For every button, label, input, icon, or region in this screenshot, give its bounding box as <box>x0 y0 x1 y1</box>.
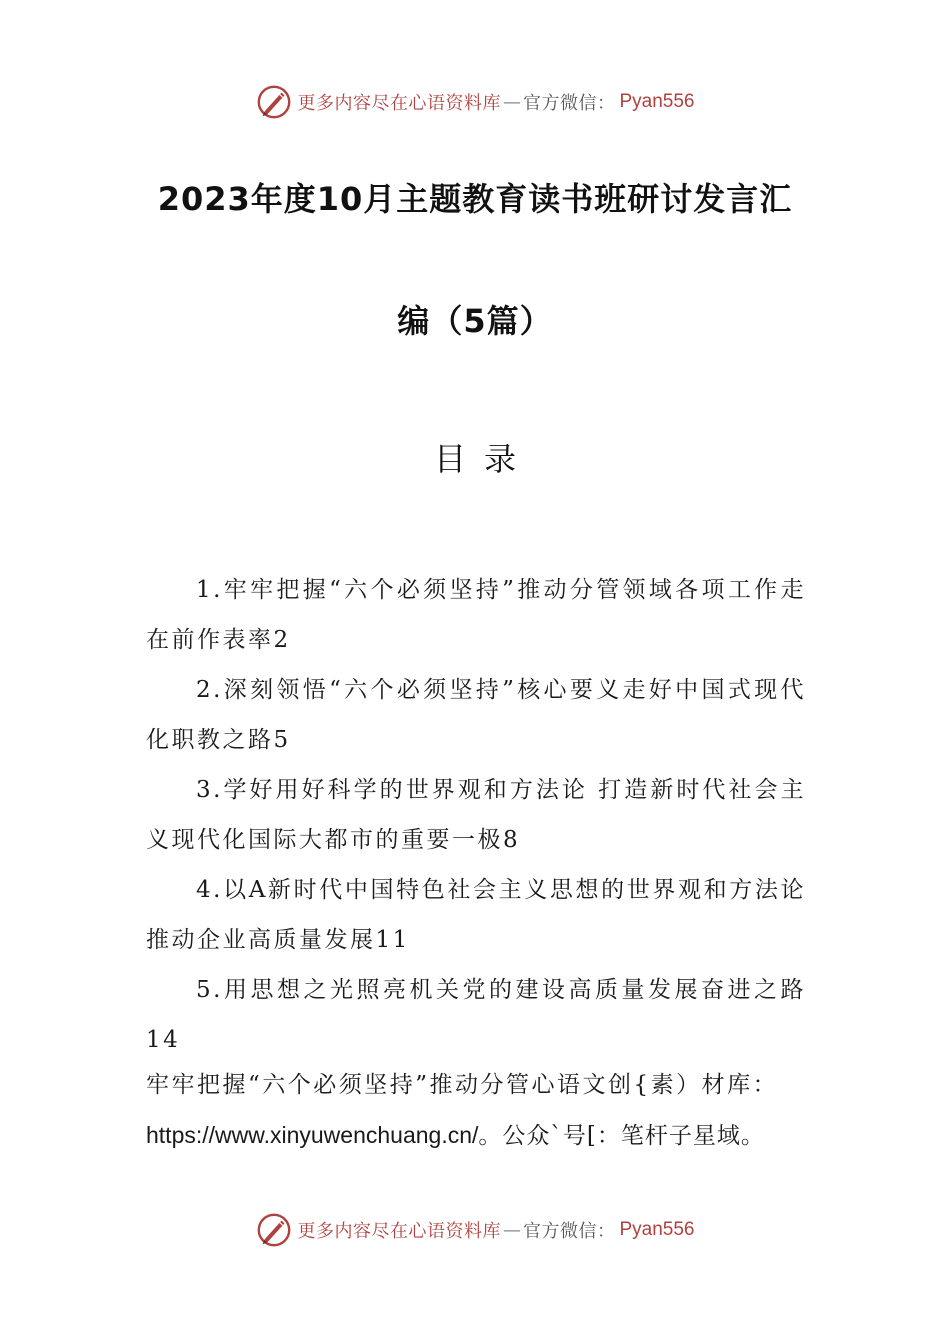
toc-item-5[interactable]: 5.用思想之光照亮机关党的建设高质量发展奋进之路14 <box>146 977 806 1053</box>
toc-item-4[interactable]: 4.以A新时代中国特色社会主义思想的世界观和方法论推动企业高质量发展11 <box>146 877 806 953</box>
banner-content <box>255 83 694 121</box>
promo-text-line1: 牢牢把握“六个必须坚持”推动分管心语文创{素）材库： <box>146 1072 779 1098</box>
toc-heading: 目录 <box>433 440 534 478</box>
banner-slogan: 更多内容尽在心语资料库 <box>297 93 501 114</box>
toc-item-3[interactable]: 3.学好用好科学的世界观和方法论 打造新时代社会主义现代化国际大都市的重要一极8 <box>146 777 806 853</box>
banner-wechat-id: Pyan556 <box>619 1219 695 1240</box>
banner-wechat-label: 官方微信： <box>522 1221 616 1242</box>
promo-text-line2 <box>146 1110 826 1161</box>
banner-dash: — <box>502 1219 521 1241</box>
banner-content-bottom <box>255 1211 694 1249</box>
header-banner <box>0 82 950 122</box>
banner-dash: — <box>502 91 521 113</box>
banner-wechat-id: Pyan556 <box>619 91 695 112</box>
banner-slogan: 更多内容尽在心语资料库 <box>297 1221 501 1242</box>
toc-item-2[interactable]: 2.深刻领悟“六个必须坚持”核心要义走好中国式现代化职教之路5 <box>146 677 806 753</box>
toc-list <box>146 565 806 1065</box>
promo-text-rest: 。公众`号[：笔杆子星域。 <box>478 1123 765 1149</box>
document-title-line2: 编（5篇） <box>397 302 553 340</box>
pen-logo-icon <box>255 1211 293 1249</box>
toc-item-1[interactable]: 1.牢牢把握“六个必须坚持”推动分管领域各项工作走在前作表率2 <box>146 577 806 653</box>
footer-banner <box>0 1210 950 1250</box>
pen-logo-icon <box>255 83 293 121</box>
document-title-line1: 2023年度10月主题教育读书班研讨发言汇 <box>157 180 793 218</box>
promo-url-link[interactable]: https://www.xinyuwenchuang.cn/ <box>146 1122 479 1148</box>
banner-wechat-label: 官方微信： <box>522 93 616 114</box>
